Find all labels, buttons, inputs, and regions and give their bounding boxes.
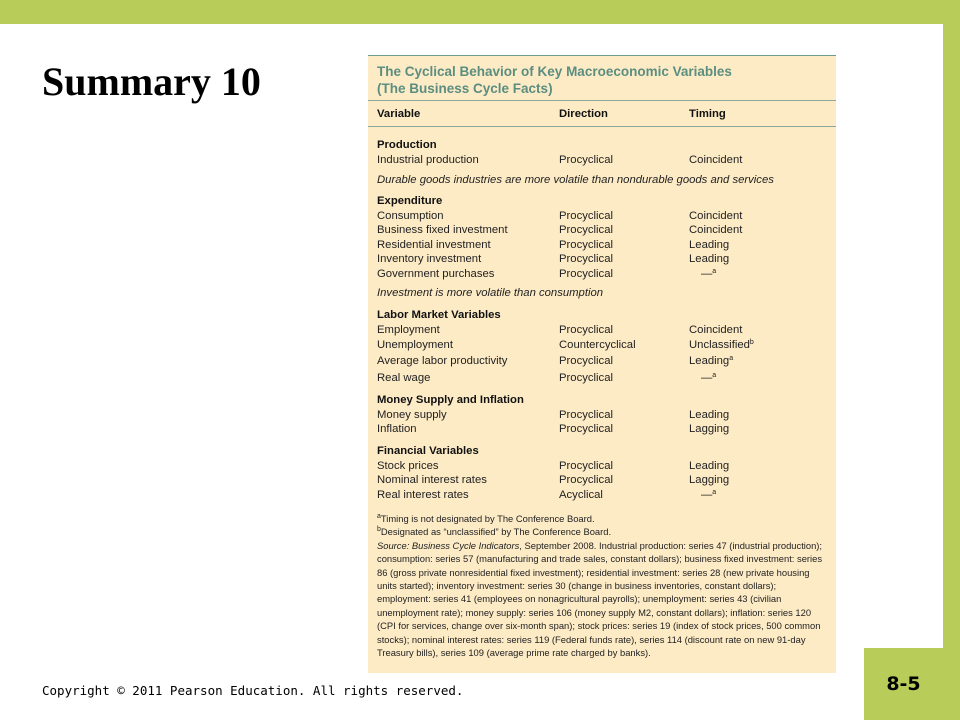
cell-direction: Procyclical [559,268,613,280]
cell-variable: Unemployment [377,339,453,351]
cell-direction: Procyclical [559,372,613,384]
source-text: , September 2008. Industrial production: series 47 (industrial production); consumption: series 57 (manufacturing and trade sales, constant dollars); business fixed investment: series 86 (gross private nonresidential fixed investment); residential investment: series 28 (new private housing units started); inventory investment: series 30 (change in business inventories, constant dollars); employment: series 41 (employees on nonagricultural payrolls); unemployment: series 43 (civilian unemployment rate); money supply: series 106 (money supply M2, constant dollars); inflation: series 120 (CPI for services, change over six-month span); stock prices: series 19 (index of stock prices, 500 common stocks); nominal interest rates: series 119 (Federal funds rate), series 114 (discount rate on new 91-day Treasury bills), series 109 (average prime rate charged by banks). [377,539,823,659]
table-row [377,252,827,267]
table-row [377,422,827,437]
footnote-marker: a [712,268,717,275]
footnote-a-text: Timing is not designated by The Conference Board. [380,513,595,524]
footnote-marker: b [749,339,754,346]
header-timing: Timing [689,108,726,120]
cell-timing: Coincident [689,224,743,236]
table-row [377,223,827,238]
cell-timing [689,488,716,503]
footnote-marker: a [729,355,734,362]
cell-variable: Real interest rates [377,489,469,501]
section-heading-financial: Financial Variables [377,445,479,457]
cell-direction: Procyclical [559,324,613,336]
header-rule-bottom [368,126,836,127]
section-note-expenditure: Investment is more volatile than consumption [377,287,604,299]
cell-variable: Average labor productivity [377,355,508,367]
section-heading-expenditure: Expenditure [377,195,443,207]
cell-direction: Procyclical [559,224,613,236]
right-accent-bar [943,0,960,720]
table-row [377,267,827,282]
source-label: Source: Business Cycle Indicators [377,539,520,551]
cell-direction: Procyclical [559,154,613,166]
table-row [377,238,827,253]
table-row [377,459,827,474]
section-note-production: Durable goods industries are more volatile than nondurable goods and services [377,174,774,186]
page-number-badge: 8-5 [864,648,943,720]
table-row [377,323,827,338]
cell-direction: Procyclical [559,210,613,222]
cell-timing: Leading [689,409,730,421]
cell-direction: Procyclical [559,239,613,251]
cell-direction: Countercyclical [559,339,636,351]
cell-timing-text: — [701,268,713,280]
cell-variable: Inventory investment [377,253,482,265]
footnote-b-mark: b [377,526,381,534]
cell-timing-text: Unclassified [689,339,750,351]
cell-timing-text: Leading [689,355,730,367]
table-footnotes [377,512,829,659]
cell-variable: Money supply [377,409,447,421]
cell-timing: Leading [689,253,730,265]
table-row [377,371,827,386]
header-rule-top [368,100,836,101]
table-header-row [377,107,827,122]
cell-timing [689,371,716,386]
cell-variable: Nominal interest rates [377,474,487,486]
cell-variable: Government purchases [377,268,495,280]
footnote-marker: a [712,372,717,379]
table-row [377,209,827,224]
cell-variable: Consumption [377,210,444,222]
cell-timing [689,267,716,282]
cell-timing: Coincident [689,154,743,166]
cell-timing: Coincident [689,324,743,336]
footnote-a [377,512,829,525]
cell-timing: Leading [689,239,730,251]
table-row [377,408,827,423]
cell-direction: Procyclical [559,355,613,367]
slide-title: Summary 10 [42,59,261,104]
table-title [377,63,732,97]
footnote-b [377,525,829,538]
cell-timing-text: — [701,372,713,384]
table-row [377,488,827,503]
table-row [377,338,827,353]
copyright-notice: Copyright © 2011 Pearson Education. All rights reserved. [42,683,464,698]
cell-timing: Coincident [689,210,743,222]
table-title-line1: The Cyclical Behavior of Key Macroeconomic Variables [377,64,732,79]
business-cycle-table [368,55,836,673]
cell-variable: Employment [377,324,440,336]
cell-direction: Acyclical [559,489,603,501]
cell-timing [689,338,754,353]
cell-variable: Business fixed investment [377,224,508,236]
cell-timing-text: — [701,489,713,501]
cell-direction: Procyclical [559,460,613,472]
section-heading-production: Production [377,139,437,151]
cell-direction: Procyclical [559,423,613,435]
cell-timing: Leading [689,460,730,472]
cell-direction: Procyclical [559,253,613,265]
footnote-b-text: Designated as “unclassified” by The Conference Board. [380,526,612,538]
footnote-source [377,539,829,660]
cell-variable: Inflation [377,423,417,435]
footnote-marker: a [712,489,717,496]
cell-timing: Lagging [689,474,730,486]
cell-variable: Stock prices [377,460,439,472]
footnote-a-mark: a [377,513,381,520]
cell-direction: Procyclical [559,409,613,421]
section-heading-money: Money Supply and Inflation [377,394,524,406]
header-variable: Variable [377,108,421,120]
cell-variable: Industrial production [377,154,479,166]
section-heading-labor: Labor Market Variables [377,309,501,321]
table-title-line2: (The Business Cycle Facts) [377,81,553,96]
top-accent-bar [0,0,960,24]
table-row [377,153,827,168]
cell-timing: Lagging [689,423,730,435]
table-row [377,354,827,369]
cell-variable: Residential investment [377,239,491,251]
table-row [377,473,827,488]
cell-variable: Real wage [377,372,431,384]
cell-timing [689,354,733,369]
cell-direction: Procyclical [559,474,613,486]
header-direction: Direction [559,108,608,120]
